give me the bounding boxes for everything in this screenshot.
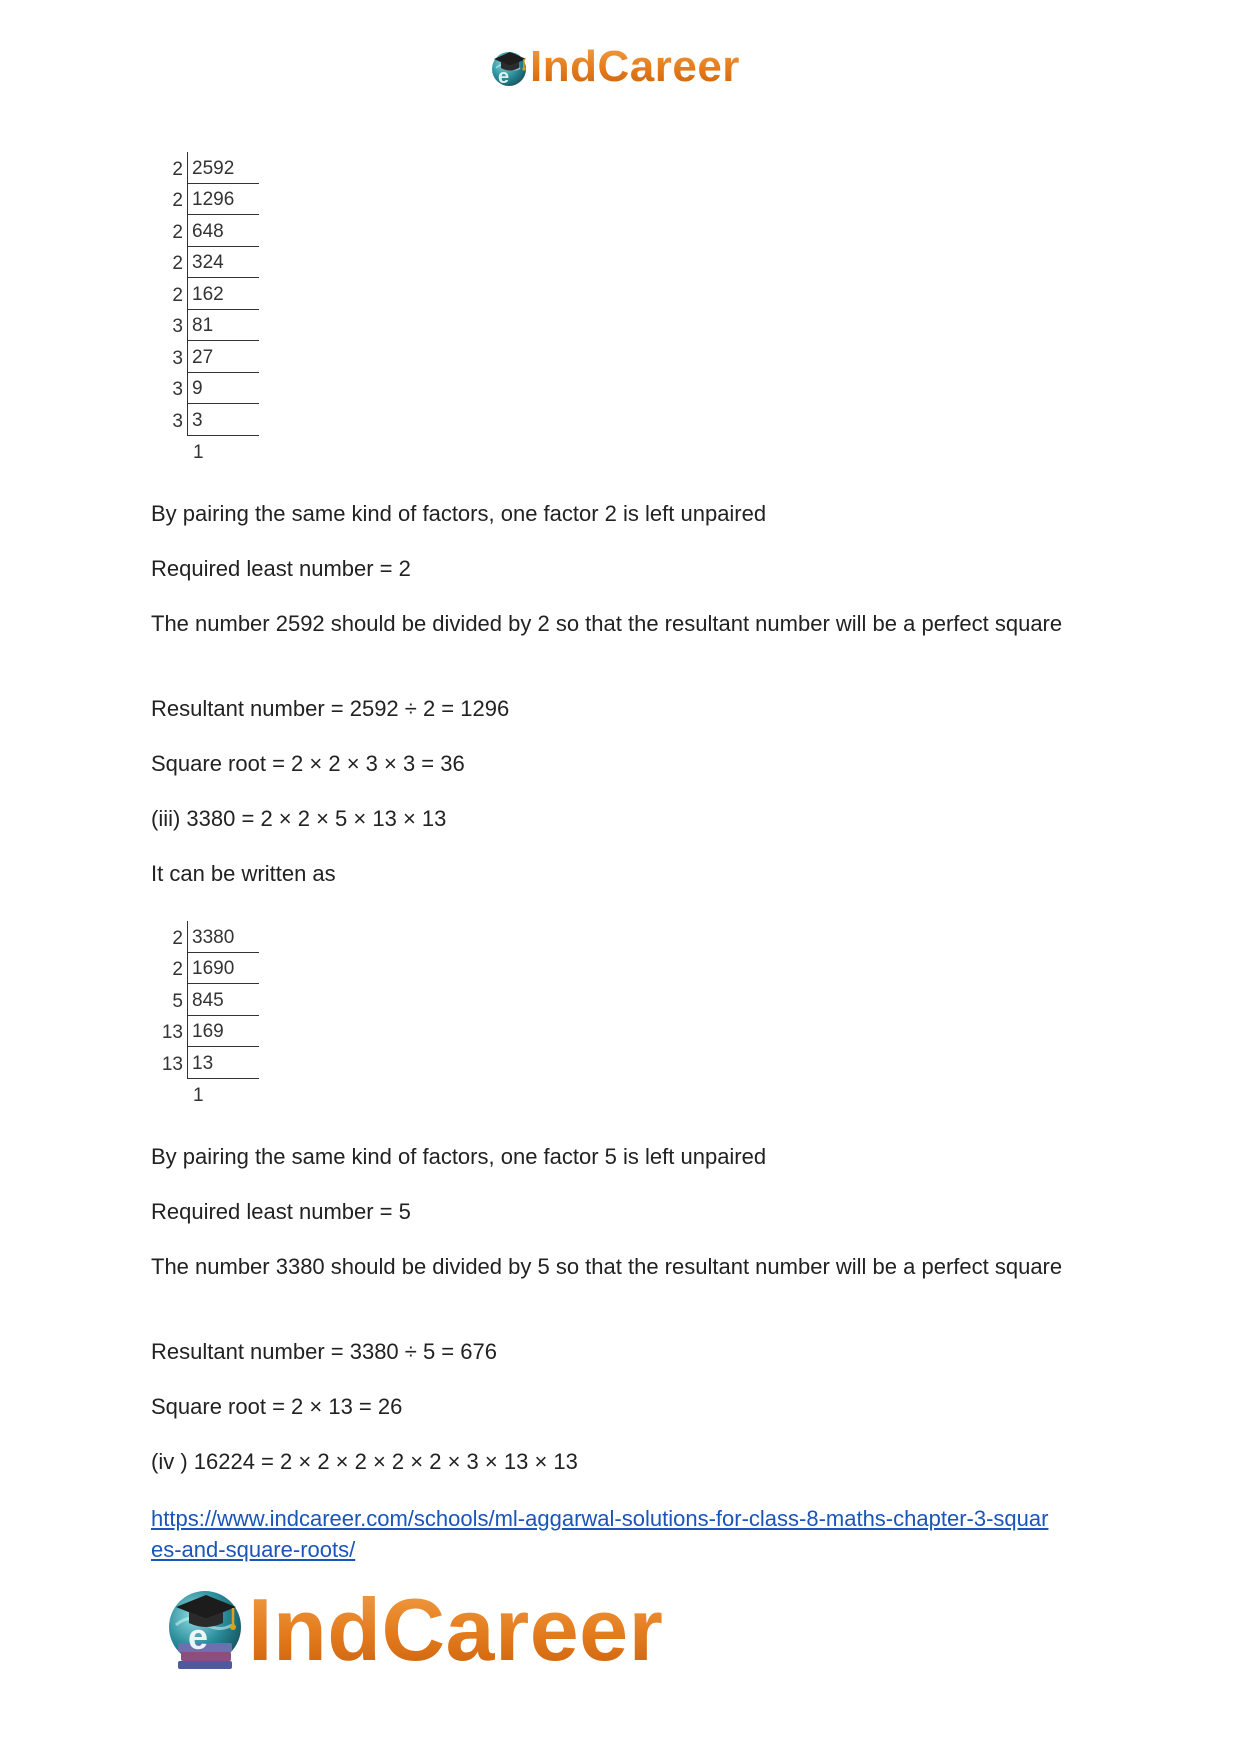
header-logo	[488, 42, 740, 92]
divisor: 5	[172, 990, 183, 1012]
part-iii-heading: (iii) 3380 = 2 × 2 × 5 × 13 × 13	[151, 806, 447, 831]
divide-statement-iii: The number 3380 should be divided by 5 so that the resultant number will be a perfect square	[151, 1254, 1063, 1279]
table-row	[159, 184, 259, 216]
dividend: 169	[187, 1016, 259, 1048]
dividend: 81	[187, 310, 259, 342]
svg-text:e: e	[188, 1616, 209, 1657]
final-value: 1	[193, 1084, 204, 1106]
dividend: 9	[187, 373, 259, 405]
divisor: 3	[172, 379, 183, 400]
source-link[interactable]	[151, 1503, 1091, 1565]
table-row	[159, 953, 259, 985]
books-globe-graduation-cap-icon	[162, 1587, 248, 1673]
dividend: 27	[187, 341, 259, 373]
dividend: 3	[187, 404, 259, 436]
header-logo-text: IndCareer	[530, 42, 740, 91]
square-root-iii: Square root = 2 × 13 = 26	[151, 1394, 403, 1419]
table-row	[159, 341, 259, 373]
divisor: 3	[172, 316, 183, 337]
dividend: 3380	[187, 921, 259, 953]
resultant-ii: Resultant number = 2592 ÷ 2 = 1296	[151, 696, 510, 721]
table-row	[159, 984, 259, 1016]
table-row	[159, 921, 259, 953]
factor-table-2592	[159, 152, 259, 467]
svg-text:e: e	[498, 66, 510, 88]
table-row	[159, 247, 259, 279]
divisor: 2	[172, 959, 183, 980]
divisor: 2	[172, 927, 183, 949]
table-final-quotient	[159, 436, 259, 467]
footer-logo	[162, 1580, 663, 1680]
table-row	[159, 152, 259, 184]
pairing-statement-ii: By pairing the same kind of factors, one factor 2 is left unpaired	[151, 501, 767, 526]
footer-logo-text: IndCareer	[248, 1580, 664, 1679]
dividend: 324	[187, 247, 259, 279]
table-row	[159, 278, 259, 310]
divisor: 2	[172, 221, 183, 243]
table-row	[159, 1016, 259, 1048]
dividend: 2592	[187, 152, 259, 184]
table-row	[159, 1047, 259, 1079]
table-row	[159, 404, 259, 436]
divisor: 2	[172, 284, 183, 306]
resultant-iii: Resultant number = 3380 ÷ 5 = 676	[151, 1339, 497, 1364]
final-value: 1	[193, 441, 204, 463]
graduation-cap-globe-icon	[488, 46, 530, 88]
divisor: 2	[172, 190, 183, 211]
written-as: It can be written as	[151, 861, 336, 886]
square-root-ii: Square root = 2 × 2 × 3 × 3 = 36	[151, 751, 465, 776]
dividend: 1296	[187, 184, 259, 216]
dividend: 1690	[187, 953, 259, 985]
divide-statement-ii: The number 2592 should be divided by 2 so that the resultant number will be a perfect square	[151, 611, 1063, 636]
dividend: 648	[187, 215, 259, 247]
table-row	[159, 215, 259, 247]
source-link-line-1[interactable]: https://www.indcareer.com/schools/ml-aggarwal-solutions-for-class-8-maths-chapter-3-squar	[151, 1506, 1049, 1531]
divisor: 13	[161, 1022, 183, 1043]
factor-table-3380	[159, 921, 259, 1110]
table-row	[159, 373, 259, 405]
table-final-quotient	[159, 1079, 259, 1110]
pairing-statement-iii: By pairing the same kind of factors, one factor 5 is left unpaired	[151, 1144, 767, 1169]
dividend: 162	[187, 278, 259, 310]
least-number-ii: Required least number = 2	[151, 556, 411, 581]
part-iv-heading: (iv ) 16224 = 2 × 2 × 2 × 2 × 2 × 3 × 13 × 13	[151, 1449, 578, 1474]
table-row	[159, 310, 259, 342]
divisor: 3	[172, 410, 183, 432]
dividend: 13	[187, 1047, 259, 1079]
divisor: 2	[172, 158, 183, 180]
divisor: 3	[172, 347, 183, 369]
least-number-iii: Required least number = 5	[151, 1199, 411, 1224]
divisor: 13	[161, 1053, 183, 1075]
divisor: 2	[172, 253, 183, 274]
source-link-line-2[interactable]: es-and-square-roots/	[151, 1537, 356, 1562]
dividend: 845	[187, 984, 259, 1016]
